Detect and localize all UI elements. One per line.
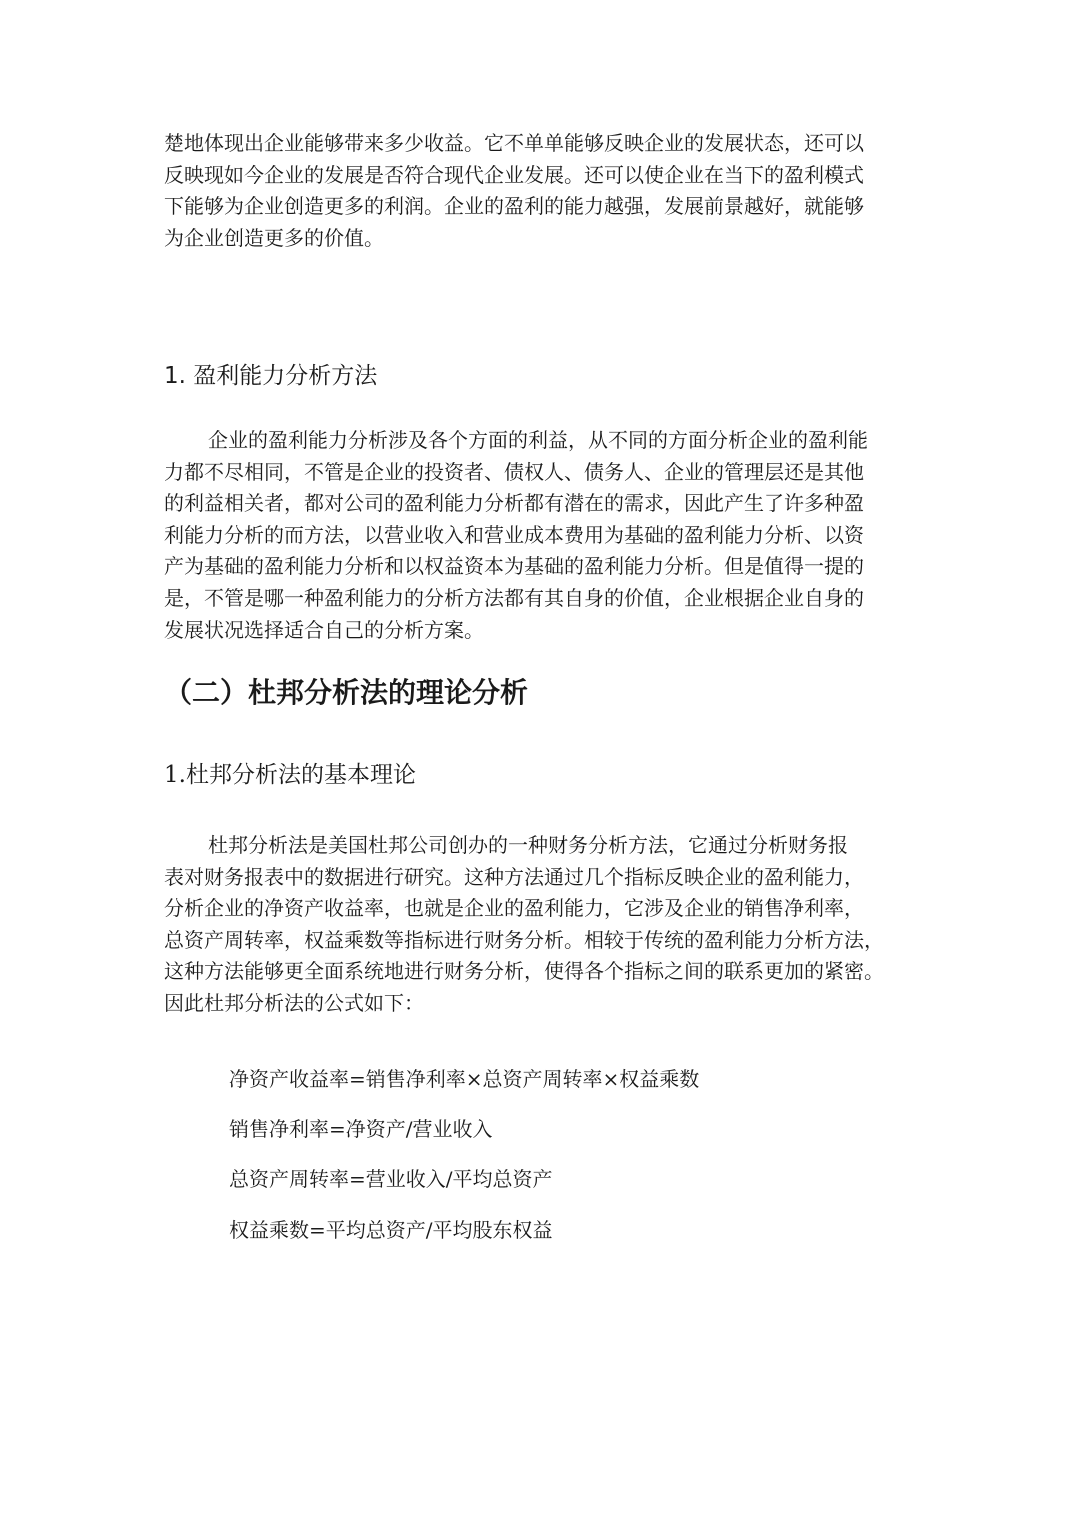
text-line: 发展状况选择适合自己的分析方案。 — [164, 617, 484, 642]
formula-roe: 净资产收益率=销售净利率×总资产周转率×权益乘数 — [229, 1067, 700, 1091]
section-heading-dupont-theory: （二）杜邦分析法的理论分析 — [164, 676, 529, 709]
text-line: 表对财务报表中的数据进行研究。这种方法通过几个指标反映企业的盈利能力， — [164, 864, 864, 889]
text-line: 利能力分析的而方法，以营业收入和营业成本费用为基础的盈利能力分析、以资 — [164, 522, 864, 547]
text-line: 反映现如今企业的发展是否符合现代企业发展。还可以使企业在当下的盈利模式 — [164, 162, 864, 187]
text-line: 产为基础的盈利能力分析和以权益资本为基础的盈利能力分析。但是值得一提的 — [164, 554, 864, 579]
text-line: 下能够为企业创造更多的利润。企业的盈利的能力越强，发展前景越好，就能够 — [164, 194, 864, 219]
text-line: 总资产周转率，权益乘数等指标进行财务分析。相较于传统的盈利能力分析方法， — [164, 927, 884, 952]
text-line: 因此杜邦分析法的公式如下： — [164, 990, 424, 1015]
text-line: 的利益相关者，都对公司的盈利能力分析都有潜在的需求，因此产生了许多种盈 — [164, 491, 864, 516]
formula-asset-turnover: 总资产周转率=营业收入/平均总资产 — [229, 1167, 553, 1191]
text-line: 力都不尽相同，不管是企业的投资者、债权人、债务人、企业的管理层还是其他 — [164, 459, 864, 484]
formula-equity-multiplier: 权益乘数=平均总资产/平均股东权益 — [229, 1218, 553, 1242]
formula-net-profit-margin: 销售净利率=净资产/营业收入 — [229, 1117, 493, 1141]
text-line: 楚地体现出企业能够带来多少收益。它不单单能够反映企业的发展状态，还可以 — [164, 131, 864, 155]
section-heading-profitability-methods: 1. 盈利能力分析方法 — [164, 363, 378, 389]
text-line: 是，不管是哪一种盈利能力的分析方法都有其自身的价值，企业根据企业自身的 — [164, 585, 864, 610]
profitability-methods-paragraph — [164, 425, 924, 646]
text-line: 分析企业的净资产收益率，也就是企业的盈利能力，它涉及企业的销售净利率， — [164, 896, 864, 921]
intro-paragraph — [164, 128, 924, 254]
text-line: 杜邦分析法是美国杜邦公司创办的一种财务分析方法，它通过分析财务报 — [208, 833, 848, 857]
text-line: 这种方法能够更全面系统地进行财务分析，使得各个指标之间的联系更加的紧密。 — [164, 959, 884, 984]
text-line: 企业的盈利能力分析涉及各个方面的利益，从不同的方面分析企业的盈利能 — [208, 428, 868, 452]
dupont-paragraph — [164, 830, 924, 1020]
subsection-heading-dupont-basics: 1.杜邦分析法的基本理论 — [164, 762, 416, 788]
text-line: 为企业创造更多的价值。 — [164, 225, 384, 250]
